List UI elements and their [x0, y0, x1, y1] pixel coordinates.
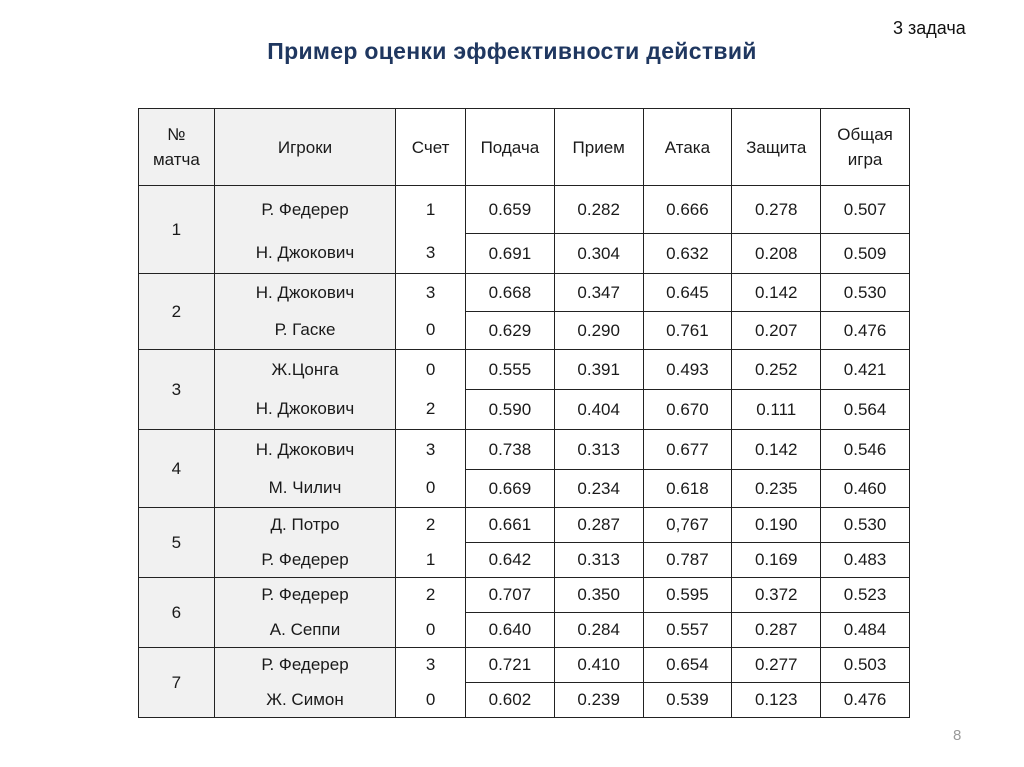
attack-cell: 0.761 [643, 312, 732, 350]
receive-cell: 0.313 [554, 430, 643, 470]
overall-cell: 0.503 [821, 648, 910, 683]
score-cell: 3 [396, 234, 466, 274]
receive-cell: 0.290 [554, 312, 643, 350]
score-cell: 0 [396, 613, 466, 648]
header-match-number [139, 109, 215, 186]
attack-cell: 0.493 [643, 350, 732, 390]
attack-cell: 0.670 [643, 390, 732, 430]
table-row [139, 613, 910, 648]
defense-cell: 0.208 [732, 234, 821, 274]
receive-cell: 0.287 [554, 508, 643, 543]
defense-cell: 0.123 [732, 683, 821, 718]
score-cell: 3 [396, 274, 466, 312]
attack-cell: 0,767 [643, 508, 732, 543]
receive-cell: 0.284 [554, 613, 643, 648]
serve-cell: 0.668 [465, 274, 554, 312]
serve-cell: 0.661 [465, 508, 554, 543]
receive-cell: 0.347 [554, 274, 643, 312]
serve-cell: 0.707 [465, 578, 554, 613]
receive-cell: 0.404 [554, 390, 643, 430]
defense-cell: 0.287 [732, 613, 821, 648]
defense-cell: 0.235 [732, 470, 821, 508]
header-match-line1: № [167, 125, 186, 144]
overall-cell: 0.546 [821, 430, 910, 470]
overall-cell: 0.483 [821, 543, 910, 578]
score-cell: 0 [396, 350, 466, 390]
task-label: 3 задача [893, 18, 966, 38]
receive-cell: 0.410 [554, 648, 643, 683]
table-row [139, 543, 910, 578]
table-row [139, 648, 910, 683]
player-cell: Н. Джокович [214, 430, 395, 470]
player-cell: Ж. Симон [214, 683, 395, 718]
score-cell: 2 [396, 578, 466, 613]
defense-cell: 0.111 [732, 390, 821, 430]
table-row [139, 508, 910, 543]
table-row [139, 274, 910, 312]
score-cell: 3 [396, 648, 466, 683]
defense-cell: 0.190 [732, 508, 821, 543]
score-cell: 2 [396, 390, 466, 430]
serve-cell: 0.640 [465, 613, 554, 648]
defense-cell: 0.207 [732, 312, 821, 350]
overall-cell: 0.484 [821, 613, 910, 648]
overall-cell: 0.476 [821, 312, 910, 350]
receive-cell: 0.313 [554, 543, 643, 578]
overall-cell: 0.460 [821, 470, 910, 508]
header-receive: Прием [554, 109, 643, 186]
header-match-line2: матча [152, 150, 200, 169]
player-cell: Н. Джокович [214, 390, 395, 430]
header-overall-line2: игра [847, 150, 883, 169]
player-cell: Ж.Цонга [214, 350, 395, 390]
results-table [138, 108, 910, 718]
player-cell: Р. Федерер [214, 648, 395, 683]
overall-cell: 0.509 [821, 234, 910, 274]
serve-cell: 0.590 [465, 390, 554, 430]
serve-cell: 0.659 [465, 186, 554, 234]
overall-cell: 0.530 [821, 274, 910, 312]
defense-cell: 0.278 [732, 186, 821, 234]
player-cell: Р. Федерер [214, 543, 395, 578]
header-row [139, 109, 910, 186]
score-cell: 0 [396, 312, 466, 350]
attack-cell: 0.539 [643, 683, 732, 718]
header-players: Игроки [214, 109, 395, 186]
match-number-cell: 1 [139, 186, 215, 274]
header-overall [821, 109, 910, 186]
receive-cell: 0.239 [554, 683, 643, 718]
attack-cell: 0.787 [643, 543, 732, 578]
match-number-cell: 2 [139, 274, 215, 350]
overall-cell: 0.530 [821, 508, 910, 543]
serve-cell: 0.669 [465, 470, 554, 508]
overall-cell: 0.421 [821, 350, 910, 390]
defense-cell: 0.372 [732, 578, 821, 613]
player-cell: А. Сеппи [214, 613, 395, 648]
serve-cell: 0.721 [465, 648, 554, 683]
table-row [139, 683, 910, 718]
score-cell: 2 [396, 508, 466, 543]
header-serve: Подача [465, 109, 554, 186]
table-row [139, 578, 910, 613]
match-number-cell: 6 [139, 578, 215, 648]
receive-cell: 0.234 [554, 470, 643, 508]
serve-cell: 0.629 [465, 312, 554, 350]
player-cell: Р. Федерер [214, 186, 395, 234]
slide-title: Пример оценки эффективности действий [267, 38, 757, 64]
table-row [139, 390, 910, 430]
score-cell: 3 [396, 430, 466, 470]
serve-cell: 0.691 [465, 234, 554, 274]
match-number-cell: 4 [139, 430, 215, 508]
table-row [139, 430, 910, 470]
defense-cell: 0.277 [732, 648, 821, 683]
defense-cell: 0.252 [732, 350, 821, 390]
receive-cell: 0.304 [554, 234, 643, 274]
attack-cell: 0.666 [643, 186, 732, 234]
attack-cell: 0.618 [643, 470, 732, 508]
attack-cell: 0.632 [643, 234, 732, 274]
score-cell: 1 [396, 186, 466, 234]
receive-cell: 0.282 [554, 186, 643, 234]
player-cell: Н. Джокович [214, 274, 395, 312]
table-row [139, 186, 910, 234]
score-cell: 0 [396, 470, 466, 508]
score-cell: 1 [396, 543, 466, 578]
receive-cell: 0.350 [554, 578, 643, 613]
player-cell: Н. Джокович [214, 234, 395, 274]
serve-cell: 0.642 [465, 543, 554, 578]
attack-cell: 0.677 [643, 430, 732, 470]
defense-cell: 0.142 [732, 274, 821, 312]
match-number-cell: 3 [139, 350, 215, 430]
attack-cell: 0.645 [643, 274, 732, 312]
receive-cell: 0.391 [554, 350, 643, 390]
player-cell: Р. Гаске [214, 312, 395, 350]
attack-cell: 0.557 [643, 613, 732, 648]
table-body [139, 186, 910, 718]
table-row [139, 470, 910, 508]
table-header [139, 109, 910, 186]
table-row [139, 234, 910, 274]
header-defense: Защита [732, 109, 821, 186]
score-cell: 0 [396, 683, 466, 718]
player-cell: М. Чилич [214, 470, 395, 508]
serve-cell: 0.555 [465, 350, 554, 390]
header-overall-line1: Общая [837, 125, 893, 144]
header-attack: Атака [643, 109, 732, 186]
player-cell: Р. Федерер [214, 578, 395, 613]
page-number: 8 [953, 727, 962, 744]
match-number-cell: 7 [139, 648, 215, 718]
overall-cell: 0.564 [821, 390, 910, 430]
defense-cell: 0.169 [732, 543, 821, 578]
attack-cell: 0.654 [643, 648, 732, 683]
table-row [139, 350, 910, 390]
serve-cell: 0.602 [465, 683, 554, 718]
overall-cell: 0.523 [821, 578, 910, 613]
table-row [139, 312, 910, 350]
player-cell: Д. Потро [214, 508, 395, 543]
match-number-cell: 5 [139, 508, 215, 578]
overall-cell: 0.476 [821, 683, 910, 718]
defense-cell: 0.142 [732, 430, 821, 470]
header-score: Счет [396, 109, 466, 186]
serve-cell: 0.738 [465, 430, 554, 470]
attack-cell: 0.595 [643, 578, 732, 613]
overall-cell: 0.507 [821, 186, 910, 234]
